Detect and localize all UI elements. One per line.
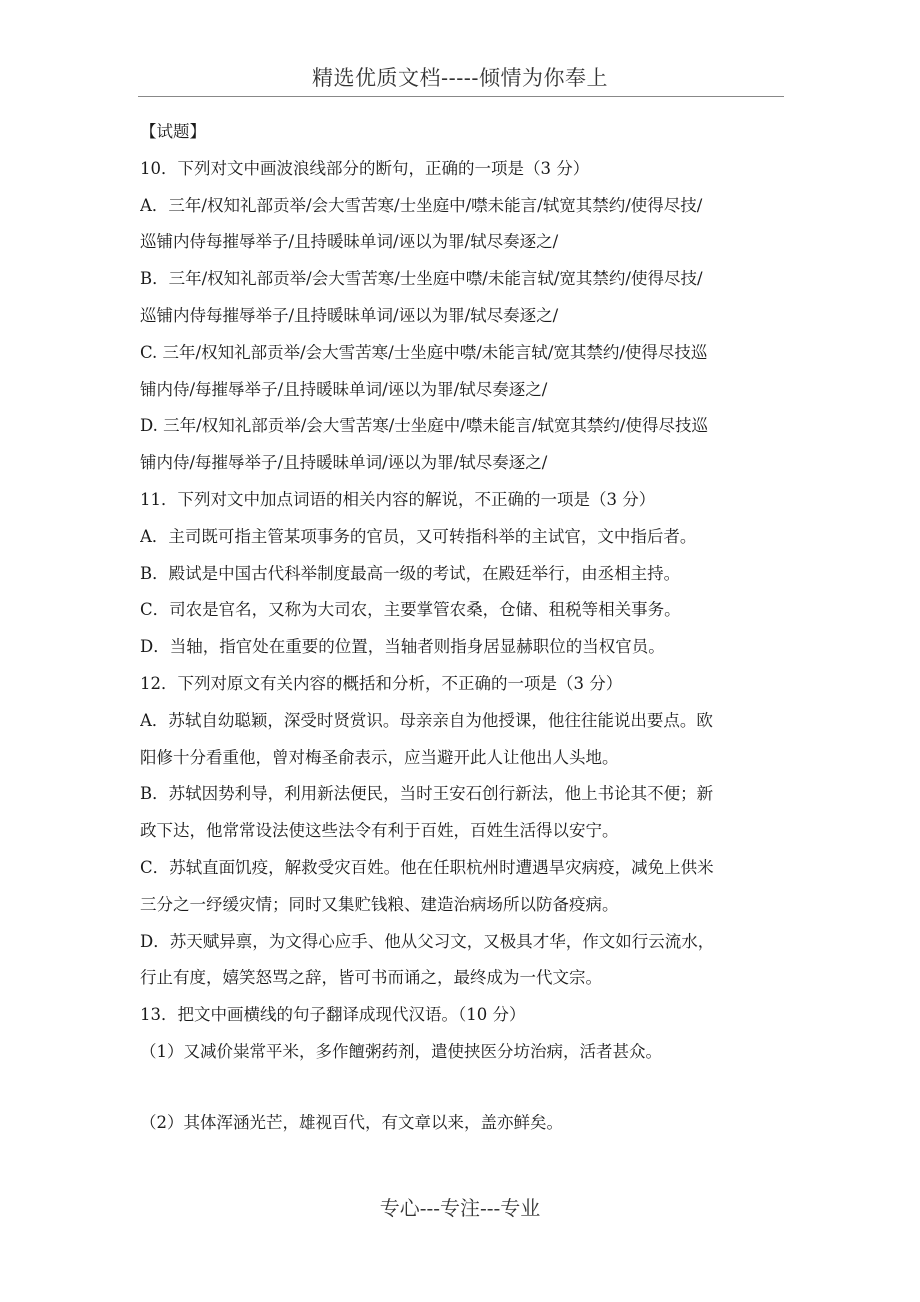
header-divider: [138, 96, 784, 97]
q13-part-2: （2）其体浑涵光芒，雄视百代，有文章以来，盖亦鲜矣。: [140, 1112, 563, 1132]
q12-option-a-cont: 阳修十分看重他，曾对梅圣俞表示，应当避开此人让他出人头地。: [140, 747, 619, 767]
q10-option-b: B．三年/权知礼部贡举/会大雪苦寒/士坐庭中噤/未能言轼/宽其禁约/使得尽技/: [140, 269, 703, 289]
q10-option-d-cont: 铺内侍/每摧辱举子/且持暖昧单词/诬以为罪/轼尽奏逐之/: [140, 453, 548, 473]
q11-option-d: D．当轴，指官处在重要的位置，当轴者则指身居显赫职位的当权官员。: [140, 637, 665, 657]
q10-option-a-cont: 巡铺内侍每摧辱举子/且持暖昧单词/诬以为罪/轼尽奏逐之/: [140, 232, 559, 252]
q10-option-c-cont: 铺内侍/每摧辱举子/且持暖昧单词/诬以为罪/轼尽奏逐之/: [140, 379, 548, 399]
q10-option-d: D. 三年/权知礼部贡举/会大雪苦寒/士坐庭中/噤未能言/轼宽其禁约/使得尽技巡: [140, 416, 708, 436]
q12-option-a: A．苏轼自幼聪颖，深受时贤赏识。母亲亲自为他授课，他往往能说出要点。欧: [140, 710, 713, 730]
q12-option-b-cont: 政下达，他常常设法使这些法令有利于百姓，百姓生活得以安宁。: [140, 821, 619, 841]
q12-option-c: C．苏轼直面饥疫，解救受灾百姓。他在任职杭州时遭遇旱灾病疫，减免上供米: [140, 857, 714, 877]
q13-part-1: （1）又减价粜常平米，多作饘粥药剂，遣使挟医分坊治病，活者甚众。: [140, 1041, 662, 1061]
q12-option-d-cont: 行止有度，嬉笑怒骂之辞，皆可书而诵之，最终成为一代文宗。: [140, 968, 602, 988]
question-12: 12．下列对原文有关内容的概括和分析，不正确的一项是（3 分）: [140, 673, 623, 693]
page-header: 精选优质文档-----倾情为你奉上: [312, 66, 608, 90]
question-10: 10．下列对文中画波浪线部分的断句，正确的一项是（3 分）: [140, 158, 590, 178]
question-11: 11．下列对文中加点词语的相关内容的解说，不正确的一项是（3 分）: [140, 489, 656, 509]
page-footer: 专心---专注---专业: [379, 1196, 541, 1220]
section-label: 【试题】: [140, 122, 206, 141]
q10-option-a: A．三年/权知礼部贡举/会大雪苦寒/士坐庭中/噤未能言/轼宽其禁约/使得尽技/: [140, 195, 703, 215]
q10-option-b-cont: 巡铺内侍每摧辱举子/且持暖昧单词/诬以为罪/轼尽奏逐之/: [140, 305, 559, 325]
answer-space: [140, 1071, 790, 1105]
q10-option-c: C. 三年/权知礼部贡举/会大雪苦寒/士坐庭中噤/未能言轼/宽其禁约/使得尽技巡: [140, 342, 708, 362]
exam-questions: [140, 114, 790, 1142]
q11-option-a: A．主司既可指主管某项事务的官员，又可转指科举的主试官，文中指后者。: [140, 526, 697, 546]
q12-option-d: D．苏天赋异禀，为文得心应手、他从父习文，又极具才华，作文如行云流水，: [140, 931, 715, 951]
q12-option-b: B．苏轼因势利导，利用新法便民，当时王安石创行新法，他上书论其不便；新: [140, 784, 714, 804]
q12-option-c-cont: 三分之一纾缓灾情；同时又集贮钱粮、建造治病场所以防备疫病。: [140, 894, 619, 914]
question-13: 13．把文中画横线的句子翻译成现代汉语。（10 分）: [140, 1005, 526, 1025]
q11-option-c: C．司农是官名，又称为大司农，主要掌管农桑，仓储、租税等相关事务。: [140, 600, 681, 620]
q11-option-b: B．殿试是中国古代科举制度最高一级的考试，在殿廷举行，由丞相主持。: [140, 563, 681, 583]
